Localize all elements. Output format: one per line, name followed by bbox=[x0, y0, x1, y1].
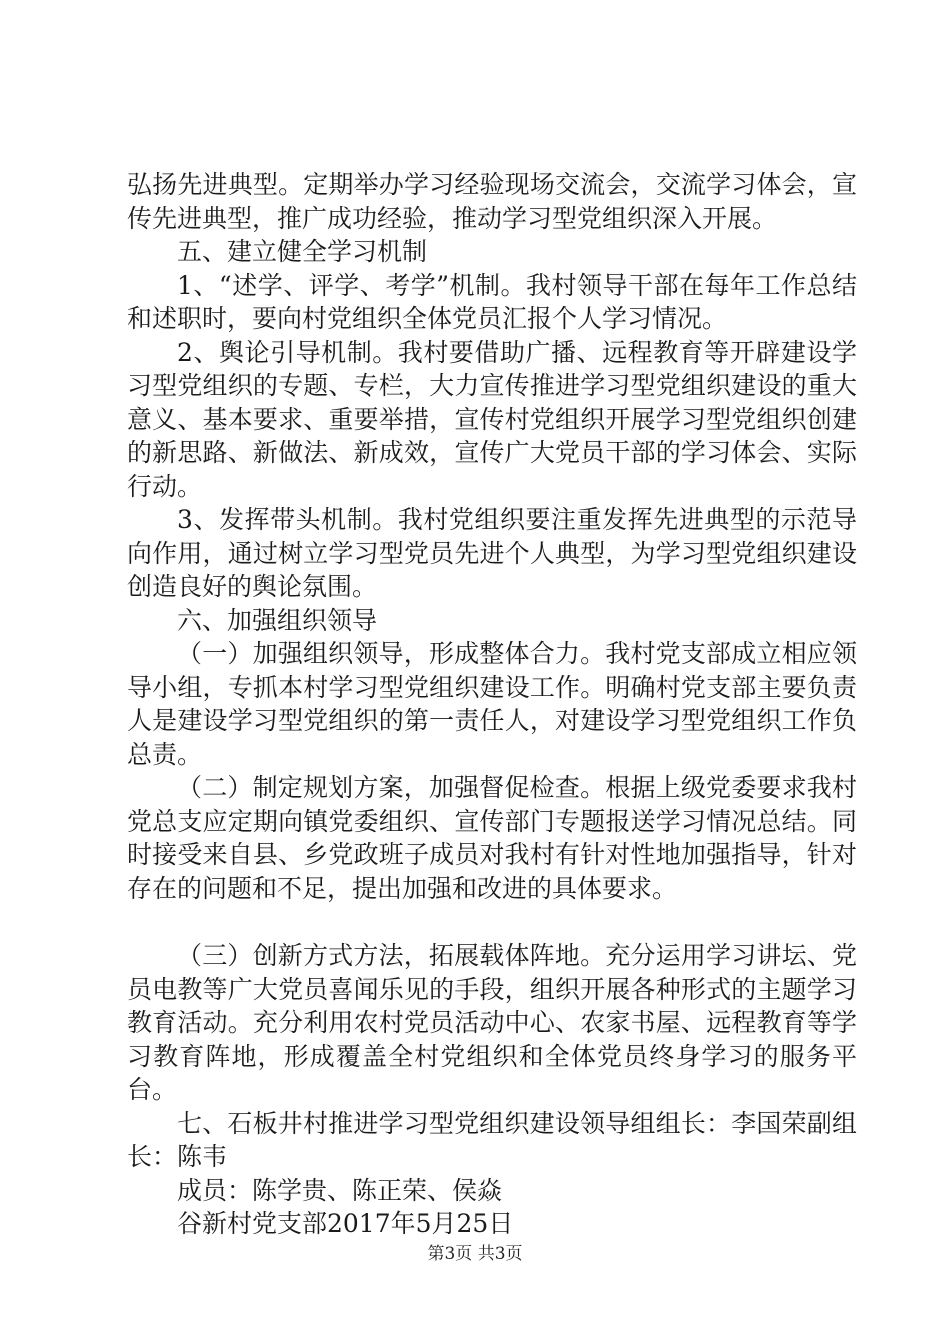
paragraph-mechanism-1: 1、“述学、评学、考学”机制。我村领导干部在每年工作总结和述职时，要向村党组织全体党员汇报个人学习情况。 bbox=[127, 270, 857, 333]
signature-date-line: 谷新村党支部2017年5月25日 bbox=[177, 1209, 514, 1238]
paragraph-gap bbox=[127, 905, 857, 939]
heading-section-6: 六、加强组织领导 bbox=[177, 605, 378, 635]
paragraph-leadership-3: （三）创新方式方法，拓展载体阵地。充分运用学习讲坛、党员电教等广大党员喜闻乐见的手段，组织开展各种形式的主题学习教育活动。充分利用农村党员活动中心、农家书屋、远程教育等学习教育阵地，形成覆盖全村党组织和全体党员终身学习的服务平台。 bbox=[127, 941, 857, 1104]
paragraph-promote-models: 弘扬先进典型。定期举办学习经验现场交流会，交流学习体会，宣传先进典型，推广成功经验，推动学习型党组织深入开展。 bbox=[127, 170, 857, 233]
paragraph-mechanism-2: 2、舆论引导机制。我村要借助广播、远程教育等开辟建设学习型党组织的专题、专栏，大力宣传推进学习型党组织建设的重大意义、基本要求、重要举措，宣传村党组织开展学习型党组织创建的新思路、新做法、新成效，宣传广大党员干部的学习体会、实际行动。 bbox=[127, 337, 857, 501]
document-body bbox=[127, 168, 857, 1241]
members-line: 成员：陈学贵、陈正荣、侯焱 bbox=[177, 1175, 503, 1205]
page-footer: 第3页 共3页 bbox=[427, 1244, 523, 1264]
paragraph-leadership-2: （二）制定规划方案，加强督促检查。根据上级党委要求我村党总支应定期向镇党委组织、宣传部门专题报送学习情况总结。同时接受来自县、乡党政班子成员对我村有针对性地加强指导，针对存在的问题和不足，提出加强和改进的具体要求。 bbox=[127, 773, 857, 903]
paragraph-leadership-1: （一）加强组织领导，形成整体合力。我村党支部成立相应领导小组，专抓本村学习型党组织建设工作。明确村党支部主要负责人是建设学习型党组织的第一责任人，对建设学习型党组织工作负总责。 bbox=[127, 639, 857, 769]
heading-section-7: 七、石板井村推进学习型党组织建设领导组组长：李国荣副组长：陈韦 bbox=[127, 1108, 857, 1171]
heading-section-5: 五、建立健全学习机制 bbox=[177, 237, 428, 266]
paragraph-mechanism-3: 3、发挥带头机制。我村党组织要注重发挥先进典型的示范导向作用，通过树立学习型党员先进个人典型，为学习型党组织建设创造良好的舆论氛围。 bbox=[127, 505, 857, 601]
